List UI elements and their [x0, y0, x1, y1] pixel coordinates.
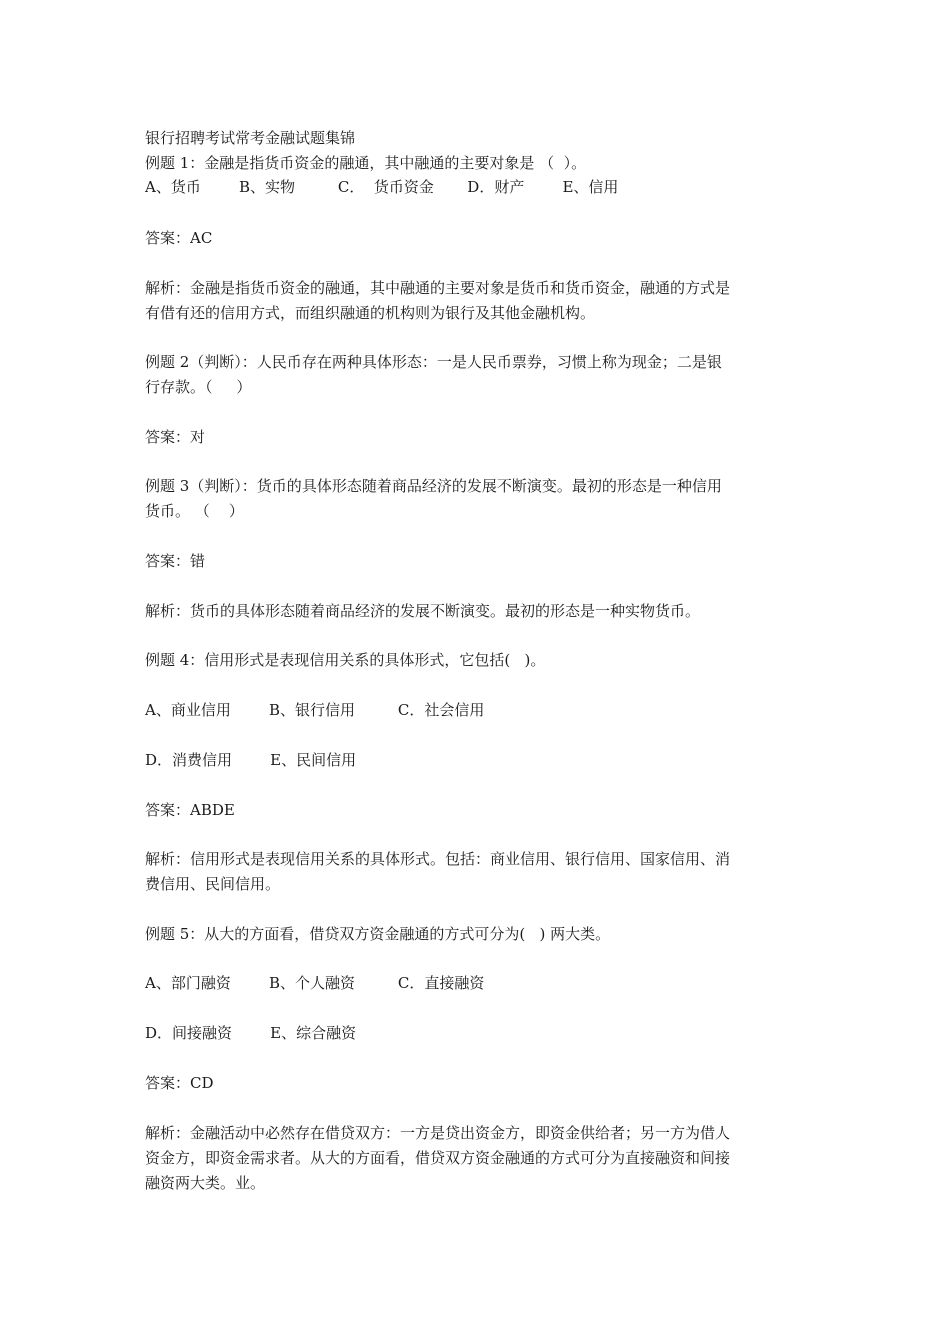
q3-answer: 答案：错 — [145, 552, 206, 570]
q4-options-line-2: D．消费信用 E、民间信用 — [145, 751, 357, 769]
q1-question: 例题 1：金融是指货币资金的融通，其中融通的主要对象是 （ ）。 — [145, 154, 587, 172]
q2-question-line-1: 例题 2（判断）：人民币存在两种具体形态：一是人民币票券，习惯上称为现金；二是银 — [145, 353, 722, 371]
q5-analysis-line-1: 解析：金融活动中必然存在借贷双方：一方是贷出资金方，即资金供给者；另一方为借人 — [145, 1124, 731, 1142]
q3-analysis: 解析：货币的具体形态随着商品经济的发展不断演变。最初的形态是一种实物货币。 — [145, 602, 701, 620]
q2-answer: 答案：对 — [145, 428, 206, 446]
q5-analysis-line-3: 融资两大类。业。 — [145, 1174, 266, 1192]
q1-analysis-line-2: 有借有还的信用方式，而组织融通的机构则为银行及其他金融机构。 — [145, 304, 596, 322]
q4-question: 例题 4：信用形式是表现信用关系的具体形式，它包括( )。 — [145, 651, 546, 669]
q4-options-line-1: A、商业信用 B、银行信用 C．社会信用 — [145, 701, 485, 719]
q4-analysis-line-2: 费信用、民间信用。 — [145, 875, 281, 893]
q5-question: 例题 5：从大的方面看，借贷双方资金融通的方式可分为( ) 两大类。 — [145, 925, 611, 943]
q4-analysis-line-1: 解析：信用形式是表现信用关系的具体形式。包括：商业信用、银行信用、国家信用、消 — [145, 850, 731, 868]
q1-analysis-line-1: 解析：金融是指货币资金的融通，其中融通的主要对象是货币和货币资金，融通的方式是 — [145, 279, 731, 297]
q3-question-line-2: 货币。 （ ） — [145, 502, 244, 520]
q2-question-line-2: 行存款。（ ） — [145, 378, 252, 396]
q1-options: A、货币 B、实物 C． 货币资金 D．财产 E、信用 — [145, 178, 619, 196]
q1-answer: 答案：AC — [145, 229, 213, 247]
q4-answer: 答案：ABDE — [145, 801, 235, 819]
q3-question-line-1: 例题 3（判断）：货币的具体形态随着商品经济的发展不断演变。最初的形态是一种信用 — [145, 477, 722, 495]
document-title: 银行招聘考试常考金融试题集锦 — [145, 129, 356, 147]
q5-analysis-line-2: 资金方，即资金需求者。从大的方面看，借贷双方资金融通的方式可分为直接融资和间接 — [145, 1149, 731, 1167]
q5-options-line-2: D．间接融资 E、综合融资 — [145, 1024, 357, 1042]
q5-answer: 答案：CD — [145, 1074, 214, 1092]
q5-options-line-1: A、部门融资 B、个人融资 C．直接融资 — [145, 974, 485, 992]
